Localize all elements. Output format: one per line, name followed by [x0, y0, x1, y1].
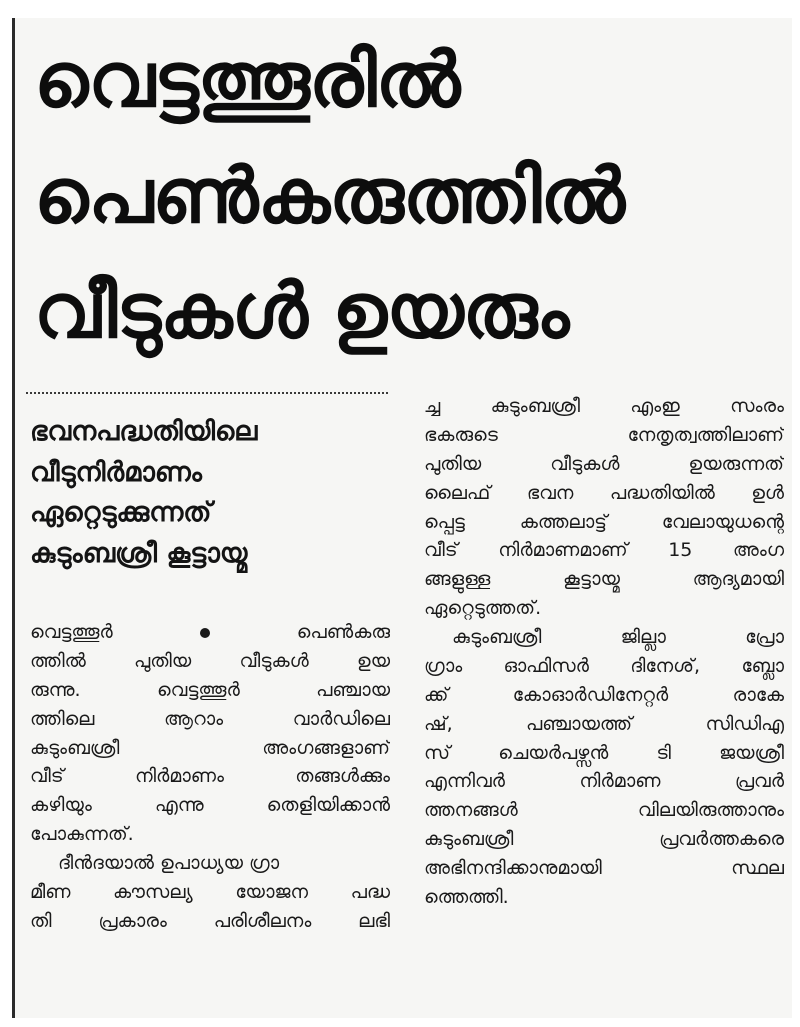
headline-line-2: പെൺകരുത്തിൽ — [34, 150, 624, 240]
bullet-icon — [200, 628, 210, 638]
article-line: ലൈഫ് ഭവന പദ്ധതിയിൽ ഉൾ — [424, 481, 784, 504]
article-line: ദീൻദയാൽ ഉപാധ്യയ ഗ്രാ — [58, 852, 280, 874]
article-line: ഷ്, പഞ്ചായത്ത് സിഡിഎ — [424, 712, 784, 735]
article-line: കുടുംബശ്രീ പ്രവർത്തകരെ — [424, 828, 784, 851]
article-line: രുന്നു. വെട്ടത്തൂർ പഞ്ചായ — [30, 678, 390, 701]
article-line: ഗ്രാം ഓഫിസർ ദിനേശ്, ബ്ലോ — [424, 654, 784, 677]
article-line: ത്തനങ്ങൾ വിലയിരുത്താനും — [424, 799, 784, 822]
article-line: പോകുന്നത്. — [30, 823, 134, 846]
article-line: ങ്ങളുള്ള കൂട്ടായ്മ ആദ്യമായി — [424, 568, 784, 591]
article-line: ത്തിലെ ആറാം വാർഡിലെ — [30, 707, 390, 730]
article-line — [30, 618, 390, 647]
article-line: ഏറ്റെടുത്തത്. — [424, 597, 542, 620]
dotted-divider — [26, 392, 388, 394]
article-line: പുതിയ വീടുകൾ ഉയരുന്നത് — [424, 452, 784, 475]
article-column-left — [30, 618, 390, 936]
article-line: കുടുംബശ്രീ ജില്ലാ പ്രോ — [452, 626, 784, 648]
article-line: സ് ചെയർപഴ്സൻ ടി ജയശ്രീ — [424, 741, 784, 764]
article-line: തി പ്രകാരം പരിശീലനം ലഭി — [30, 909, 390, 932]
article-column-right — [424, 392, 784, 912]
article-line: വീട് നിർമാണമാണ് 15 അംഗ — [424, 539, 784, 562]
article-line: കുടുംബശ്രീ അംഗങ്ങളാണ് — [30, 736, 390, 759]
headline — [34, 22, 764, 369]
article-line: അഭിനന്ദിക്കാനുമായി സ്ഥല — [424, 857, 784, 879]
article-line: മീണ കൗസല്യ യോജന പദ്ധ — [30, 880, 390, 903]
subheadline-line-2: വീടുനിർമാണം — [30, 456, 202, 488]
subheadline-line-1: ഭവനപദ്ധതിയിലെ — [30, 416, 258, 447]
subheadline-line-4: കുടുംബശ്രീ കൂട്ടായ്മ — [30, 537, 248, 569]
article-line: പ്പെട്ട കത്തലാട്ട് വേലായുധന്റെ — [424, 510, 784, 533]
article-line: ക്ക് കോഓർഡിനേറ്റർ രാകേ — [424, 683, 784, 706]
article-line: വീട് നിർമാണം തങ്ങൾക്കും — [30, 765, 390, 788]
dateline: വെട്ടത്തൂർ — [30, 621, 113, 643]
article-line: എന്നിവർ നിർമാണ പ്രവർ — [424, 770, 784, 793]
article-line: ച്ച കുടുംബശ്രീ എംഇ സംരം — [424, 395, 784, 417]
subheadline — [30, 412, 390, 574]
article-line: ത്തെത്തി. — [424, 885, 509, 908]
article-line: ത്തിൽ പുതിയ വീടുകൾ ഉയ — [30, 649, 390, 672]
article-line: ഭകരുടെ നേതൃത്വത്തിലാണ് — [424, 423, 784, 446]
article-line: കഴിയും എന്നു തെളിയിക്കാൻ — [30, 794, 390, 817]
article-text: പെൺകരു — [296, 621, 390, 643]
subheadline-line-3: ഏറ്റെടുക്കുന്നത് — [30, 497, 212, 528]
headline-line-1: വെട്ടത്തൂരിൽ — [34, 35, 460, 124]
headline-line-3: വീടുകൾ ഉയരും — [34, 266, 569, 356]
